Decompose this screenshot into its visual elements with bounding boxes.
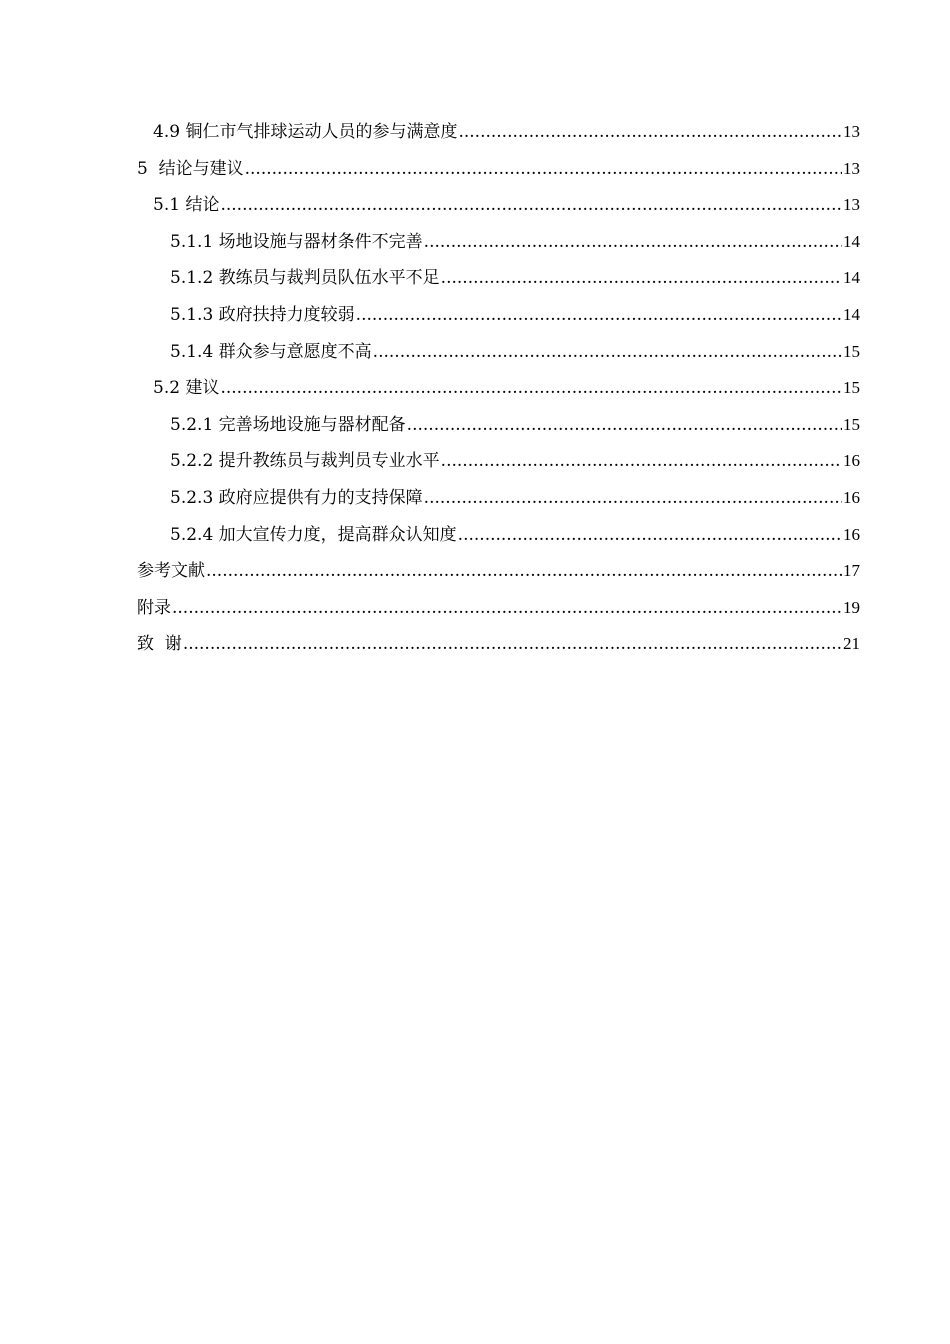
toc-leader-dots: [206, 553, 842, 590]
toc-entry-page: 13: [843, 195, 860, 215]
toc-entry-page: 13: [843, 122, 860, 141]
toc-entry-4-9[interactable]: [137, 114, 860, 151]
toc-entry-label: 5.1.2 教练员与裁判员队伍水平不足: [170, 268, 440, 289]
toc-entry-page: 16: [843, 451, 860, 471]
toc-entry-5-1-2[interactable]: [137, 260, 860, 297]
toc-entry-label: 5.2.1 完善场地设施与器材配备: [170, 414, 406, 435]
toc-entry-label: 5.1.3 政府扶持力度较弱: [170, 304, 355, 325]
toc-entry-page: 21: [843, 634, 860, 654]
toc-entry-label: 5.2.3 政府应提供有力的支持保障: [170, 487, 423, 508]
toc-entry-5-1[interactable]: [137, 187, 860, 224]
toc-entry-page: 14: [843, 304, 860, 324]
toc-entry-5-2-2[interactable]: [137, 443, 860, 480]
toc-leader-dots: [458, 114, 842, 151]
toc-entry-page: 16: [843, 524, 860, 544]
toc-entry-page: 16: [843, 487, 860, 507]
toc-entry-page: 17: [843, 561, 860, 581]
toc-leader-dots: [424, 224, 842, 261]
toc-entry-label: 5 结论与建议: [137, 158, 244, 179]
toc-entry-label: 5.1 结论: [153, 195, 220, 216]
toc-leader-dots: [424, 480, 842, 517]
toc-leader-dots: [220, 370, 842, 407]
toc-entry-label: 5.2.4 加大宣传力度，提高群众认知度: [170, 524, 457, 545]
toc-entry-page: 19: [843, 597, 860, 617]
toc-leader-dots: [458, 517, 842, 554]
toc-entry-5-1-4[interactable]: [137, 334, 860, 371]
toc-leader-dots: [441, 443, 842, 480]
toc-leader-dots: [356, 297, 842, 334]
toc-entry-page: 14: [843, 268, 860, 288]
table-of-contents: [137, 114, 860, 663]
toc-leader-dots: [373, 334, 842, 371]
toc-entry-5-2-3[interactable]: [137, 480, 860, 517]
toc-entry-label: 5.2 建议: [153, 378, 220, 399]
toc-leader-dots: [172, 590, 842, 627]
toc-entry-references[interactable]: [137, 553, 860, 590]
toc-entry-5-1-1[interactable]: [137, 224, 860, 261]
toc-entry-appendix[interactable]: [137, 590, 860, 627]
toc-entry-page: 15: [843, 378, 860, 398]
toc-entry-5-2[interactable]: [137, 370, 860, 407]
toc-entry-page: 14: [843, 231, 860, 251]
toc-entry-label: 附录: [137, 597, 171, 618]
toc-entry-label: 致 谢: [137, 634, 182, 655]
toc-entry-5-1-3[interactable]: [137, 297, 860, 334]
toc-entry-page: 13: [843, 158, 860, 178]
toc-leader-dots: [183, 626, 842, 663]
toc-entry-5[interactable]: [137, 151, 860, 188]
toc-entry-label: 5.1.1 场地设施与器材条件不完善: [170, 231, 423, 252]
toc-leader-dots: [245, 151, 842, 188]
toc-entry-label: 5.2.2 提升教练员与裁判员专业水平: [170, 451, 440, 472]
toc-leader-dots: [441, 260, 842, 297]
toc-leader-dots: [407, 407, 842, 444]
toc-entry-page: 15: [843, 341, 860, 361]
toc-entry-5-2-1[interactable]: [137, 407, 860, 444]
toc-entry-acknowledgements[interactable]: [137, 626, 860, 663]
toc-entry-label: 5.1.4 群众参与意愿度不高: [170, 341, 372, 362]
toc-entry-label: 4.9 铜仁市气排球运动人员的参与满意度: [153, 122, 458, 142]
toc-entry-label: 参考文献: [137, 561, 205, 582]
toc-entry-5-2-4[interactable]: [137, 517, 860, 554]
toc-leader-dots: [220, 187, 842, 224]
toc-entry-page: 15: [843, 414, 860, 434]
